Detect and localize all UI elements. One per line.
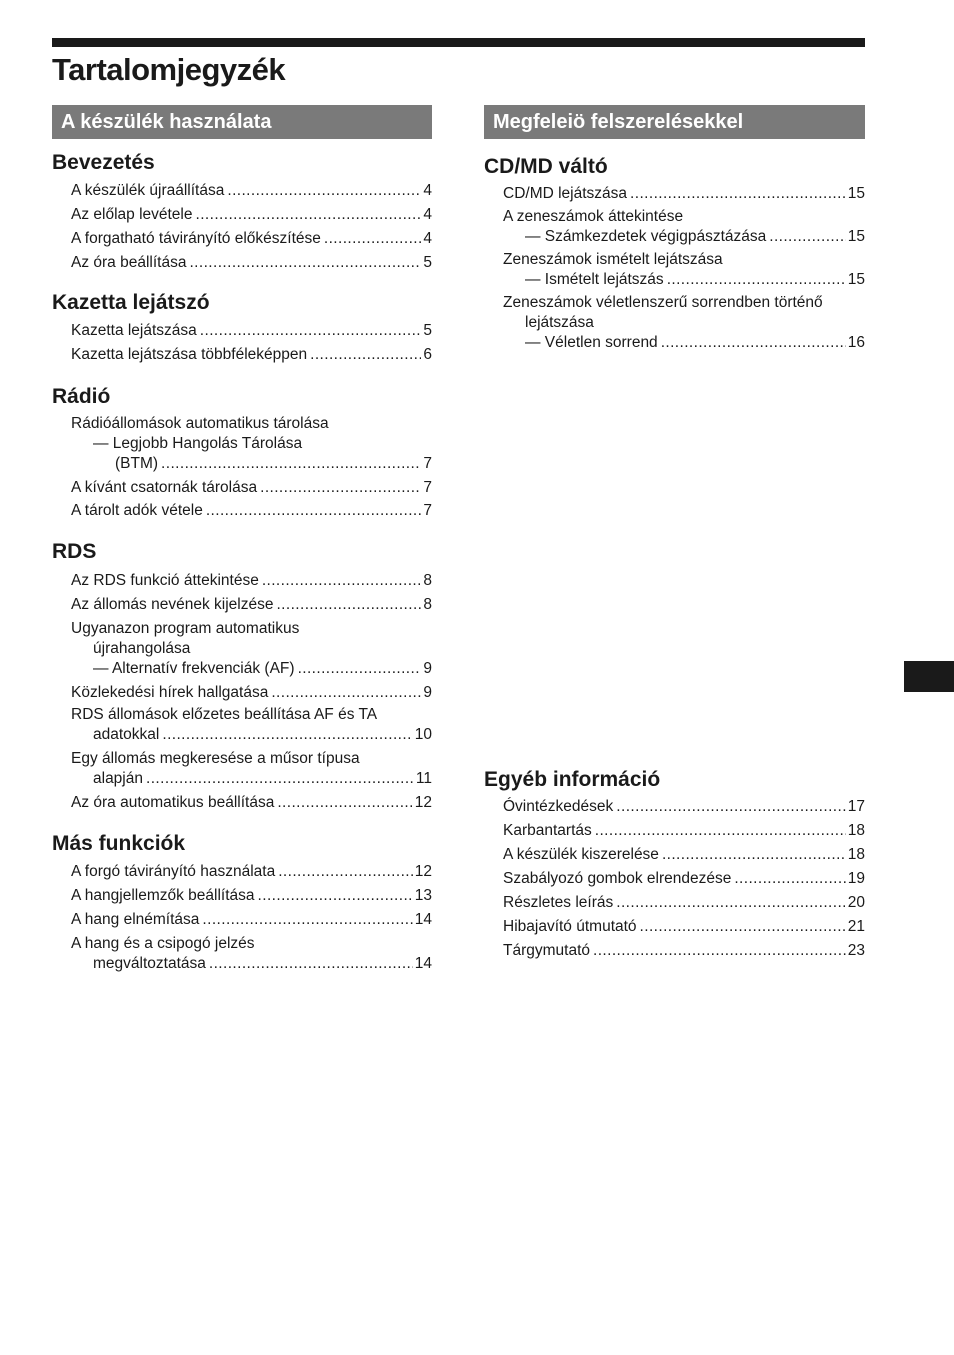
page-number: 12	[414, 863, 432, 880]
entry-text: megváltoztatása	[93, 955, 206, 972]
page-number: 15	[847, 185, 865, 202]
toc-entry[interactable]	[71, 705, 432, 745]
page-number: 17	[847, 798, 865, 815]
page-number: 7	[423, 455, 432, 472]
page-number: 14	[414, 955, 432, 972]
entry-text: Zeneszámok ismételt lejátszása	[503, 251, 723, 268]
leader-dots	[630, 184, 846, 204]
entry-text: Zeneszámok véletlenszerű sorrendben történő	[503, 294, 823, 311]
toc-entry[interactable]	[503, 797, 865, 817]
entry-text: — Számkezdetek végigpásztázása	[525, 228, 767, 245]
leader-dots	[196, 205, 422, 225]
toc-entry[interactable]	[71, 321, 432, 341]
entry-text: Az óra beállítása	[71, 254, 187, 271]
entry-text: Óvintézkedések	[503, 798, 614, 815]
entry-text: Részletes leírás	[503, 894, 614, 911]
toc-entry[interactable]	[503, 293, 865, 353]
page-number: 14	[414, 911, 432, 928]
page-number: 4	[423, 206, 432, 223]
page-number: 15	[847, 228, 865, 245]
toc-entry[interactable]	[71, 181, 432, 201]
page-number: 9	[423, 660, 432, 677]
leader-dots	[200, 321, 422, 341]
entry-text: Az RDS funkció áttekintése	[71, 572, 259, 589]
leader-dots	[324, 229, 422, 249]
page-number: 5	[423, 254, 432, 271]
leader-dots	[298, 659, 422, 679]
entry-text: újrahangolása	[93, 640, 191, 657]
entry-text: adatokkal	[93, 726, 160, 743]
section-kazetta	[52, 290, 432, 365]
leader-dots	[640, 917, 846, 937]
toc-entry[interactable]	[71, 910, 432, 930]
section-title: Bevezetés	[52, 151, 155, 174]
leader-dots	[189, 253, 421, 273]
leader-dots	[271, 683, 421, 703]
entry-text: Ugyanazon program automatikus	[71, 620, 300, 637]
toc-entry[interactable]	[503, 893, 865, 913]
toc-entry[interactable]	[71, 595, 432, 615]
section-rds	[52, 539, 432, 813]
entry-text: RDS állomások előzetes beállítása AF és TA	[71, 706, 378, 723]
entry-text: A hangjellemzők beállítása	[71, 887, 255, 904]
entry-text: Az állomás nevének kijelzése	[71, 596, 274, 613]
toc-entry[interactable]	[503, 207, 865, 247]
entry-text: Egy állomás megkeresése a műsor típusa	[71, 750, 360, 767]
toc-entry[interactable]	[71, 205, 432, 225]
page-number: 7	[423, 479, 432, 496]
toc-entry[interactable]	[71, 229, 432, 249]
toc-entry[interactable]	[503, 250, 865, 290]
page-number: 6	[423, 346, 432, 363]
toc-entry[interactable]	[71, 934, 432, 974]
entry-text: A tárolt adók vétele	[71, 502, 203, 519]
entry-text: Kazetta lejátszása többféleképpen	[71, 346, 308, 363]
toc-entry[interactable]	[503, 821, 865, 841]
toc-entry[interactable]	[503, 184, 865, 204]
entry-text: A forgó távirányító használata	[71, 863, 276, 880]
page-number: 7	[423, 502, 432, 519]
page-number: 18	[847, 822, 865, 839]
language-side-tab	[904, 661, 954, 692]
toc-entry[interactable]	[503, 869, 865, 889]
leader-dots	[616, 797, 845, 817]
toc-entry[interactable]	[71, 749, 432, 789]
toc-entry[interactable]	[71, 886, 432, 906]
toc-entry[interactable]	[71, 862, 432, 882]
leader-dots	[661, 333, 846, 353]
entry-text: A készülék kiszerelése	[503, 846, 659, 863]
toc-entry[interactable]	[71, 683, 432, 703]
entry-text: — Legjobb Hangolás Tárolása	[93, 435, 303, 452]
page-number: 5	[423, 322, 432, 339]
entry-text: Hibajavító útmutató	[503, 918, 637, 935]
toc-entry[interactable]	[71, 619, 432, 679]
page-number: 15	[847, 271, 865, 288]
entry-text: — Alternatív frekvenciák (AF)	[93, 660, 295, 677]
entry-text: alapján	[93, 770, 143, 787]
entry-text: CD/MD lejátszása	[503, 185, 628, 202]
leader-dots	[258, 886, 413, 906]
entry-text: A kívánt csatornák tárolása	[71, 479, 258, 496]
leader-dots	[162, 725, 412, 745]
page-number: 18	[847, 846, 865, 863]
leader-dots	[616, 893, 845, 913]
leader-dots	[202, 910, 412, 930]
toc-entry[interactable]	[503, 845, 865, 865]
leader-dots	[769, 227, 846, 247]
leader-dots	[662, 845, 846, 865]
page-number: 12	[414, 794, 432, 811]
section-cd-md	[484, 154, 865, 353]
leader-dots	[227, 181, 421, 201]
page-number: 4	[423, 230, 432, 247]
page-number: 19	[847, 870, 865, 887]
page-number: 13	[414, 887, 432, 904]
leader-dots	[277, 793, 412, 813]
section-radio	[52, 384, 432, 521]
entry-text: Rádióállomások automatikus tárolása	[71, 415, 329, 432]
leader-dots	[667, 270, 846, 290]
section-title: RDS	[52, 540, 97, 563]
entry-text: A forgatható távirányító előkészítése	[71, 230, 321, 247]
leader-dots	[734, 869, 845, 889]
leader-dots	[310, 345, 421, 365]
entry-text: Az óra automatikus beállítása	[71, 794, 275, 811]
left-column	[52, 105, 432, 974]
leader-dots	[278, 862, 413, 882]
leader-dots	[593, 941, 846, 961]
section-egyeb-informacio	[484, 767, 865, 961]
leader-dots	[161, 454, 421, 474]
leader-dots	[260, 478, 421, 498]
page-number: 8	[423, 596, 432, 613]
page-number: 16	[847, 334, 865, 351]
entry-text: Karbantartás	[503, 822, 592, 839]
page-number: 8	[423, 572, 432, 589]
toc-entry[interactable]	[71, 478, 432, 498]
page-number: 10	[414, 726, 432, 743]
toc-entry[interactable]	[503, 917, 865, 937]
top-rule	[52, 38, 865, 47]
entry-text: A zeneszámok áttekintése	[503, 208, 684, 225]
leader-dots	[595, 821, 846, 841]
entry-text: (BTM)	[115, 455, 159, 472]
section-title: Más funkciók	[52, 832, 186, 855]
section-title: Rádió	[52, 385, 111, 408]
entry-text: — Ismételt lejátszás	[525, 271, 664, 288]
toc-entry[interactable]	[71, 345, 432, 365]
page-number: 9	[423, 684, 432, 701]
toc-entry[interactable]	[503, 941, 865, 961]
page-number: 23	[847, 942, 865, 959]
leader-dots	[262, 571, 422, 591]
toc-entry[interactable]	[71, 501, 432, 521]
section-bevezetes	[52, 150, 432, 273]
entry-text: Tárgymutató	[503, 942, 591, 959]
toc-entry[interactable]	[71, 793, 432, 813]
page-title: Tartalomjegyzék	[52, 52, 286, 87]
toc-entry[interactable]	[71, 253, 432, 273]
right-column	[484, 105, 865, 959]
entry-text: A hang és a csipogó jelzés	[71, 935, 255, 952]
entry-text: A hang elnémítása	[71, 911, 200, 928]
section-title: Egyéb információ	[484, 768, 661, 791]
section-title: CD/MD váltó	[484, 155, 608, 178]
leader-dots	[276, 595, 421, 615]
toc-entry[interactable]	[71, 571, 432, 591]
page-number: 20	[847, 894, 865, 911]
entry-text: Szabályozó gombok elrendezése	[503, 870, 732, 887]
entry-text: Az előlap levétele	[71, 206, 193, 223]
entry-text: Közlekedési hírek hallgatása	[71, 684, 269, 701]
entry-text: Kazetta lejátszása	[71, 322, 197, 339]
section-title: Kazetta lejátszó	[52, 291, 210, 314]
section-mas-funkciok	[52, 831, 432, 974]
entry-text: — Véletlen sorrend	[525, 334, 658, 351]
page-number: 4	[423, 182, 432, 199]
toc-entry[interactable]	[71, 414, 432, 474]
page-number: 11	[415, 770, 432, 787]
leader-dots	[206, 501, 422, 521]
left-column-header: A készülék használata	[52, 105, 432, 139]
entry-text: lejátszása	[525, 314, 594, 331]
leader-dots	[209, 954, 413, 974]
right-column-header: Megfeleiö felszerelésekkel	[484, 105, 865, 139]
entry-text: A készülék újraállítása	[71, 182, 225, 199]
leader-dots	[146, 769, 414, 789]
page-number: 21	[847, 918, 865, 935]
